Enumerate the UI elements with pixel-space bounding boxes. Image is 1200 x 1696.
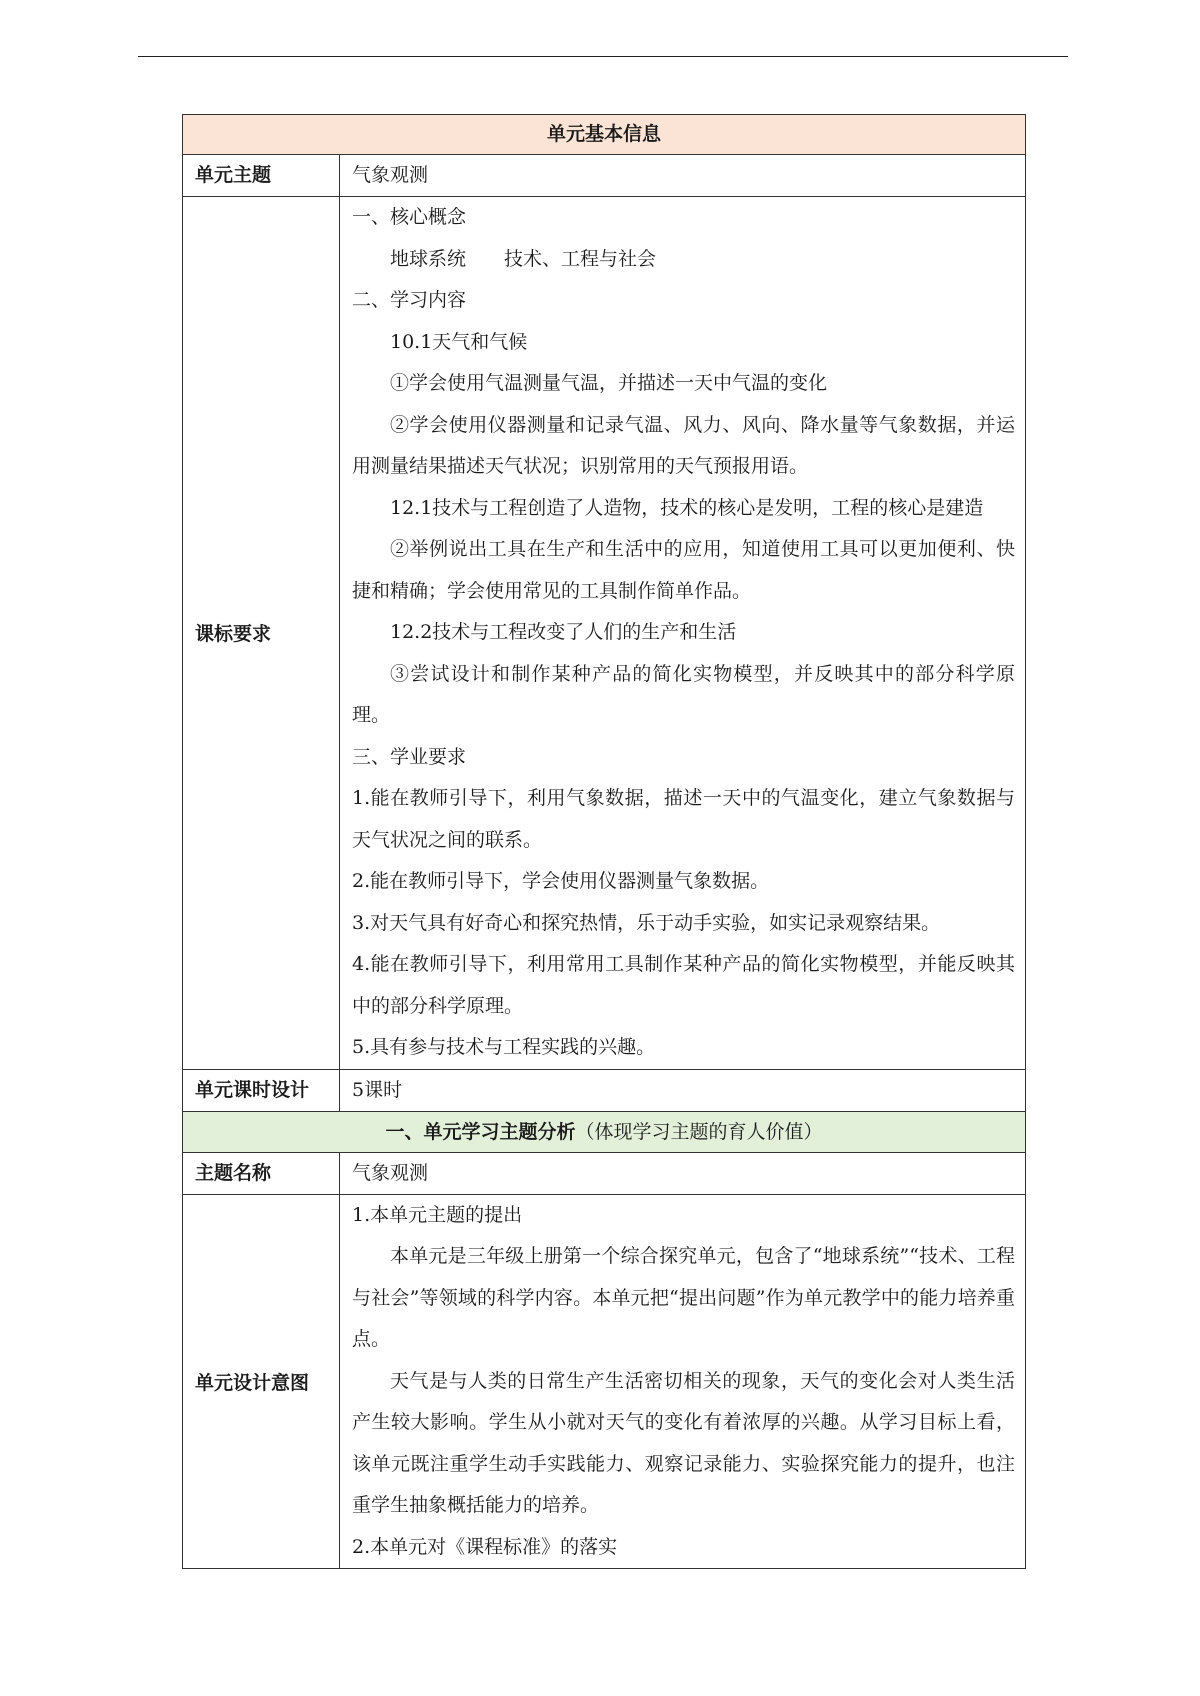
curriculum-paragraph-list xyxy=(352,197,1015,1069)
curriculum-paragraph: ②举例说出工具在生产和生活中的应用，知道使用工具可以更加便利、快捷和精确；学会使用常见的工具制作简单作品。 xyxy=(352,538,1016,602)
unit-info-table xyxy=(182,114,1026,1569)
section-title-basic-info: 单元基本信息 xyxy=(183,115,1026,155)
page-header-rule xyxy=(138,56,1068,57)
curriculum-paragraph: 2.能在教师引导下，学会使用仪器测量气象数据。 xyxy=(352,870,770,892)
lesson-design-value: 5课时 xyxy=(340,1069,1026,1111)
section-title-theme-analysis xyxy=(183,1111,1026,1152)
curriculum-paragraph: ③尝试设计和制作某种产品的简化实物模型，并反映其中的部分科学原理。 xyxy=(352,662,1016,726)
curriculum-paragraph: 地球系统 技术、工程与社会 xyxy=(390,247,657,270)
curriculum-paragraph: 一、核心概念 xyxy=(352,206,467,228)
curriculum-paragraph: ②学会使用仪器测量和记录气温、风力、风向、降水量等气象数据，并运用测量结果描述天气状况；识别常用的天气预报用语。 xyxy=(352,413,1016,477)
curriculum-paragraph: 4.能在教师引导下，利用常用工具制作某种产品的简化实物模型，并能反映其中的部分科学原理。 xyxy=(352,953,1016,1017)
unit-theme-label: 单元主题 xyxy=(183,155,340,197)
curriculum-paragraph: 10.1天气和气候 xyxy=(390,330,528,353)
theme-name-value: 气象观测 xyxy=(340,1152,1026,1194)
design-intent-paragraph: 1.本单元主题的提出 xyxy=(352,1203,523,1226)
curriculum-paragraph: ①学会使用气温测量气温，并描述一天中气温的变化 xyxy=(390,372,828,394)
theme-name-label: 主题名称 xyxy=(183,1152,340,1194)
curriculum-paragraph: 5.具有参与技术与工程实践的兴趣。 xyxy=(352,1036,656,1058)
curriculum-paragraph: 3.对天气具有好奇心和探究热情，乐于动手实验，如实记录观察结果。 xyxy=(352,911,941,934)
design-intent-paragraph: 本单元是三年级上册第一个综合探究单元，包含了“地球系统”“技术、工程与社会”等领域的科学内容。本单元把“提出问题”作为单元教学中的能力培养重点。 xyxy=(352,1245,1016,1350)
design-intent-paragraph: 天气是与人类的日常生产生活密切相关的现象，天气的变化会对人类生活产生较大影响。学生从小就对天气的变化有着浓厚的兴趣。从学习目标上看，该单元既注重学生动手实践能力、观察记录能力、实验探究能力的提升，也注重学生抽象概括能力的培养。 xyxy=(352,1369,1016,1516)
design-intent-content xyxy=(340,1194,1026,1569)
curriculum-paragraph: 三、学业要求 xyxy=(352,745,467,768)
curriculum-paragraph: 12.1技术与工程创造了人造物，技术的核心是发明，工程的核心是建造 xyxy=(390,496,984,519)
design-intent-paragraph-list xyxy=(352,1195,1015,1569)
curriculum-paragraph: 1.能在教师引导下，利用气象数据，描述一天中的气温变化，建立气象数据与天气状况之间的联系。 xyxy=(352,787,1016,851)
section-title-theme-analysis-note: （体现学习主题的育人价值） xyxy=(575,1120,823,1143)
design-intent-label: 单元设计意图 xyxy=(183,1194,340,1569)
curriculum-paragraph: 12.2技术与工程改变了人们的生产和生活 xyxy=(390,621,737,643)
curriculum-paragraph: 二、学习内容 xyxy=(352,289,467,311)
lesson-design-label: 单元课时设计 xyxy=(183,1069,340,1111)
design-intent-paragraph: 2.本单元对《课程标准》的落实 xyxy=(352,1535,618,1558)
curriculum-requirements-content xyxy=(340,197,1026,1070)
unit-theme-value: 气象观测 xyxy=(340,155,1026,197)
section-title-theme-analysis-main: 一、单元学习主题分析 xyxy=(385,1120,576,1143)
curriculum-requirements-label: 课标要求 xyxy=(183,197,340,1070)
